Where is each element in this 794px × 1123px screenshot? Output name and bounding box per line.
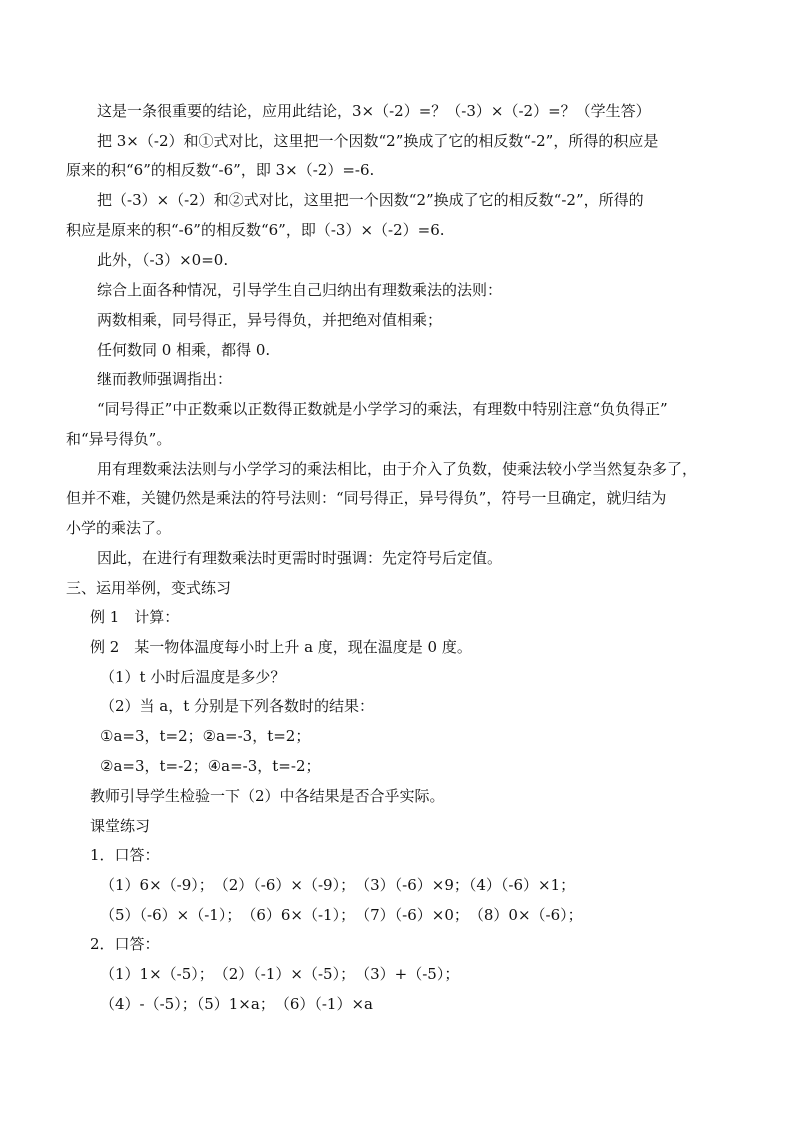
exercise-items: （1）1×（-5）； （2）（-1）×（-5）； （3）+（-5）； (100, 965, 460, 983)
paragraph-line: 此外，（-3）×0=0. (97, 251, 229, 269)
paragraph-line: 把 3×（-2）和①式对比，这里把一个因数“2”换成了它的相反数“-2”，所得的积应是 (97, 132, 659, 150)
rule-line: 任何数同 0 相乘，都得 0. (97, 341, 271, 359)
example-values: ①a=3，t=2；②a=-3，t=2； (100, 727, 311, 745)
paragraph-line: 原来的积“6”的相反数“-6”，即 3×（-2）=-6. (66, 161, 375, 179)
paragraph-line: 用有理数乘法法则与小学学习的乘法相比，由于介入了负数，使乘法较小学当然复杂多了， (97, 460, 698, 478)
paragraph-line: 积应是原来的积“-6”的相反数“6”，即（-3）×（-2）=6. (66, 221, 445, 239)
exercise-items: （4）-（-5）；（5）1×a； （6）（-1）×a (100, 995, 373, 1013)
paragraph-line: 但并不难，关键仍然是乘法的符号法则：“同号得正，异号得负”，符号一旦确定，就归结为 (66, 489, 667, 507)
example-2: 例 2 某一物体温度每小时上升 a 度，现在温度是 0 度。 (90, 638, 472, 656)
paragraph-line: 和“异号得负”。 (66, 430, 172, 448)
rule-line: 两数相乘，同号得正，异号得负，并把绝对值相乘； (97, 311, 443, 329)
paragraph-line: 小学的乘法了。 (66, 519, 172, 537)
paragraph-line: 综合上面各种情况，引导学生自己归纳出有理数乘法的法则： (97, 281, 503, 299)
exercise-1-label: 1．口答： (90, 846, 160, 864)
example-1: 例 1 计算： (90, 608, 180, 626)
paragraph-line: “同号得正”中正数乘以正数得正数就是小学学习的乘法，有理数中特别注意“负负得正” (97, 400, 668, 418)
exercise-items: （5）（-6）×（-1）； （6）6×（-1）； （7）（-6）×0； （8）0×（-6）； (100, 906, 583, 924)
paragraph-line: 因此，在进行有理数乘法时更需时时强调：先定符号后定值。 (97, 549, 503, 567)
exercise-items: （1）6×（-9）； （2）（-6）×（-9）； （3）（-6）×9；（4）（-6）×1； (100, 876, 576, 894)
exercise-2-label: 2．口答： (90, 935, 160, 953)
example-question: （1）t 小时后温度是多少？ (100, 668, 286, 686)
paragraph-line: 把（-3）×（-2）和②式对比，这里把一个因数“2”换成了它的相反数“-2”，所得的 (97, 191, 644, 209)
example-values: ②a=3，t=-2；④a=-3，t=-2； (100, 757, 321, 775)
exercise-heading: 课堂练习 (90, 817, 151, 835)
paragraph-line: 这是一条很重要的结论，应用此结论，3×（-2）=？（-3）×（-2）=？（学生答） (97, 102, 651, 120)
paragraph-line: 继而教师强调指出： (97, 370, 233, 388)
example-question: （2）当 a，t 分别是下列各数时的结果： (100, 697, 375, 715)
section-heading: 三、运用举例，变式练习 (66, 579, 232, 597)
paragraph-line: 教师引导学生检验一下（2）中各结果是否合乎实际。 (90, 787, 445, 805)
